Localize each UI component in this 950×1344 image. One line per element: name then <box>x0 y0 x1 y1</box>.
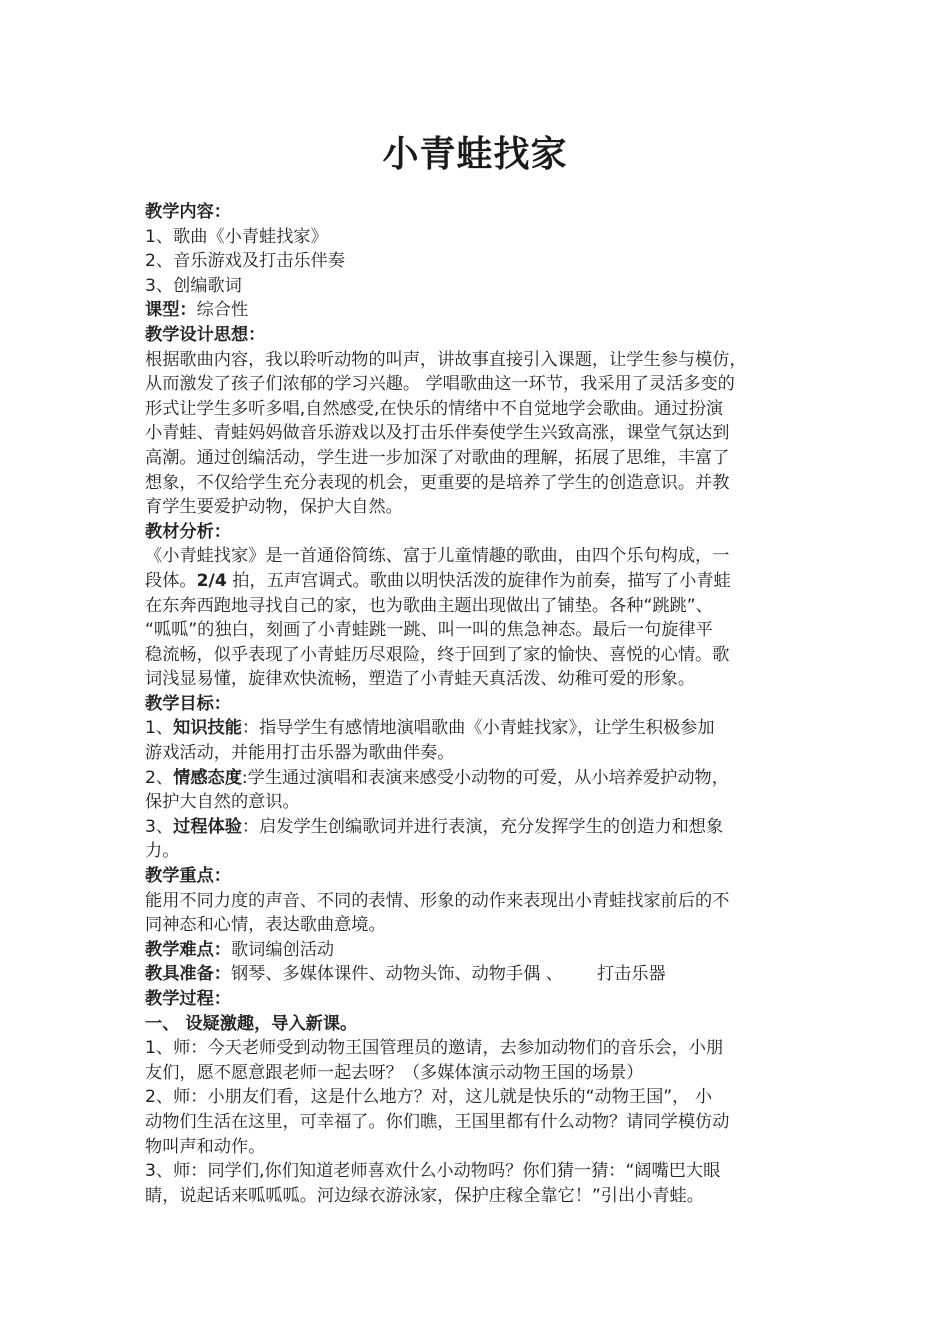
text-run: 从而激发了孩子们浓郁的学习兴趣。 学唱歌曲这一环节，我采用了灵活多变的 <box>145 374 735 395</box>
bold-text-run: 教材分析： <box>145 521 231 542</box>
text-run: 3、师：同学们,你们知道老师喜欢什么小动物吗？你们猜一猜：“阔嘴巴大眼 <box>145 1161 721 1182</box>
bold-text-run: 知识技能 <box>173 718 242 739</box>
text-line <box>145 839 815 864</box>
text-line <box>145 298 815 323</box>
text-run: 词浅显易懂，旋律欢快流畅，塑造了小青蛙天真活泼、幼稚可爱的形象。 <box>145 669 696 690</box>
bold-text-run: 教学重点： <box>145 866 231 887</box>
text-line <box>145 421 815 446</box>
text-line <box>145 594 815 619</box>
text-line <box>145 200 815 225</box>
text-run: 小青蛙、青蛙妈妈做音乐游戏以及打击乐伴奏使学生兴致高涨，课堂气氛达到 <box>145 423 730 444</box>
text-run: 1、歌曲《小青蛙找家》 <box>145 226 328 247</box>
text-line <box>145 1036 815 1061</box>
text-line <box>145 618 815 643</box>
text-line <box>145 741 815 766</box>
text-run: 育学生要爱护动物，保护大自然。 <box>145 497 403 518</box>
text-run: ：指导学生有感情地演唱歌曲《小青蛙找家》，让学生积极参加 <box>241 718 715 739</box>
text-run: 根据歌曲内容，我以聆听动物的叫声，讲故事直接引入课题，让学生参与模仿， <box>145 349 747 370</box>
text-run: 稳流畅，似乎表现了小青蛙历尽艰险，终于回到了家的愉快、喜悦的心情。歌 <box>145 644 730 665</box>
text-line <box>145 1110 815 1135</box>
text-line <box>145 889 815 914</box>
text-line <box>145 1012 815 1037</box>
text-line <box>145 1184 815 1209</box>
text-run: 1、 <box>145 718 174 739</box>
text-line <box>145 225 815 250</box>
text-run: 在东奔西跑地寻找自己的家，也为歌曲主题出现做出了铺垫。各种“跳跳”、 <box>145 595 713 616</box>
bold-text-run: 2/4 <box>196 570 227 591</box>
text-run: 歌词编创活动 <box>230 939 335 960</box>
text-line <box>145 938 815 963</box>
bold-text-run: 教具准备： <box>145 964 231 985</box>
document-body <box>145 200 815 1208</box>
bold-text-run: 教学目标： <box>145 693 231 714</box>
bold-text-run: 一、 设疑激趣，导入新课。 <box>145 1013 358 1034</box>
text-line <box>145 372 815 397</box>
bold-text-run: 教学过程： <box>145 989 231 1009</box>
text-line <box>145 348 815 373</box>
text-line <box>145 766 815 791</box>
text-line <box>145 1159 815 1184</box>
bold-text-run: 教学设计思想： <box>145 324 266 345</box>
text-line <box>145 471 815 496</box>
text-run: 段体。 <box>145 570 197 591</box>
text-line <box>145 274 815 299</box>
text-line <box>145 446 815 471</box>
text-line <box>145 913 815 938</box>
text-line <box>145 643 815 668</box>
text-line <box>145 667 815 692</box>
text-run: 物叫声和动作。 <box>145 1136 266 1157</box>
text-run: “呱呱”的独白，刻画了小青蛙跳一跳、叫一叫的焦急神态。最后一句旋律平 <box>145 620 713 641</box>
bold-text-run: 过程体验 <box>173 816 242 837</box>
text-line <box>145 544 815 569</box>
text-run: 想象，不仅给学生充分表现的机会，更重要的是培养了学生的创造意识。并教 <box>145 472 730 493</box>
text-line <box>145 1061 815 1086</box>
text-line <box>145 815 815 840</box>
text-run: 《小青蛙找家》是一首通俗简练、富于儿童情趣的歌曲，由四个乐句构成，一 <box>145 546 730 567</box>
text-run: 1、师：今天老师受到动物王国管理员的邀请，去参加动物们的音乐会，小朋 <box>145 1038 724 1059</box>
text-line <box>145 692 815 717</box>
text-line <box>145 495 815 520</box>
text-line <box>145 790 815 815</box>
text-run: 形式让学生多听多唱,自然感受,在快乐的情绪中不自觉地学会歌曲。通过扮演 <box>145 398 724 419</box>
text-line <box>145 864 815 889</box>
document-title: 小青蛙找家 <box>382 134 568 175</box>
text-run: 力。 <box>145 841 180 862</box>
bold-text-run: 教学内容： <box>145 202 231 222</box>
text-run: 钢琴、多媒体课件、动物头饰、动物手偶 、 <box>230 964 563 985</box>
text-line <box>145 569 815 594</box>
text-line <box>145 962 815 987</box>
text-line <box>145 520 815 545</box>
text-run: 保护大自然的意识。 <box>145 792 300 813</box>
bold-text-run: 教学难点： <box>145 939 231 960</box>
bold-text-run: 情感态度 <box>173 767 242 788</box>
text-run: :学生通过演唱和表演来感受小动物的可爱，从小培养爱护动物， <box>241 767 729 788</box>
text-run: 动物们生活在这里，可幸福了。你们瞧，王国里都有什么动物？请同学模仿动 <box>145 1111 730 1132</box>
text-run: 打击乐器 <box>596 964 666 985</box>
text-line <box>145 1085 815 1110</box>
text-run: 2、 <box>145 767 174 788</box>
text-line <box>145 397 815 422</box>
text-line <box>145 323 815 348</box>
text-line <box>145 1135 815 1160</box>
text-line <box>145 249 815 274</box>
text-run: 2、师：小朋友们看，这是什么地方？对，这儿就是快乐的“动物王国”， 小 <box>145 1087 713 1108</box>
text-run: 2、音乐游戏及打击乐伴奏 <box>145 251 345 272</box>
bold-text-run: 课型： <box>145 300 197 321</box>
text-run: 友们，愿不愿意跟老师一起去呀？（多媒体演示动物王国的场景） <box>145 1062 644 1083</box>
text-run: 能用不同力度的声音、不同的表情、形象的动作来表现出小青蛙找家前后的不 <box>145 890 730 911</box>
text-run: 睛，说起话来呱呱呱。河边绿衣游泳家，保护庄稼全靠它！”引出小青蛙。 <box>145 1185 704 1206</box>
text-run: 拍，五声宫调式。歌曲以明快活泼的旋律作为前奏，描写了小青蛙 <box>226 570 731 591</box>
text-line <box>145 987 815 1012</box>
text-run: 高潮。通过创编活动，学生进一步加深了对歌曲的理解，拓展了思维，丰富了 <box>145 447 730 468</box>
text-run: 3、 <box>145 816 174 837</box>
text-line <box>145 716 815 741</box>
text-run: ：启发学生创编歌词并进行表演，充分发挥学生的创造力和想象 <box>241 816 724 837</box>
text-run: 3、创编歌词 <box>145 275 242 296</box>
text-run: 游戏活动，并能用打击乐器为歌曲伴奏。 <box>145 743 455 764</box>
text-run: 综合性 <box>196 300 249 321</box>
text-run: 同神态和心情，表达歌曲意境。 <box>145 915 386 936</box>
